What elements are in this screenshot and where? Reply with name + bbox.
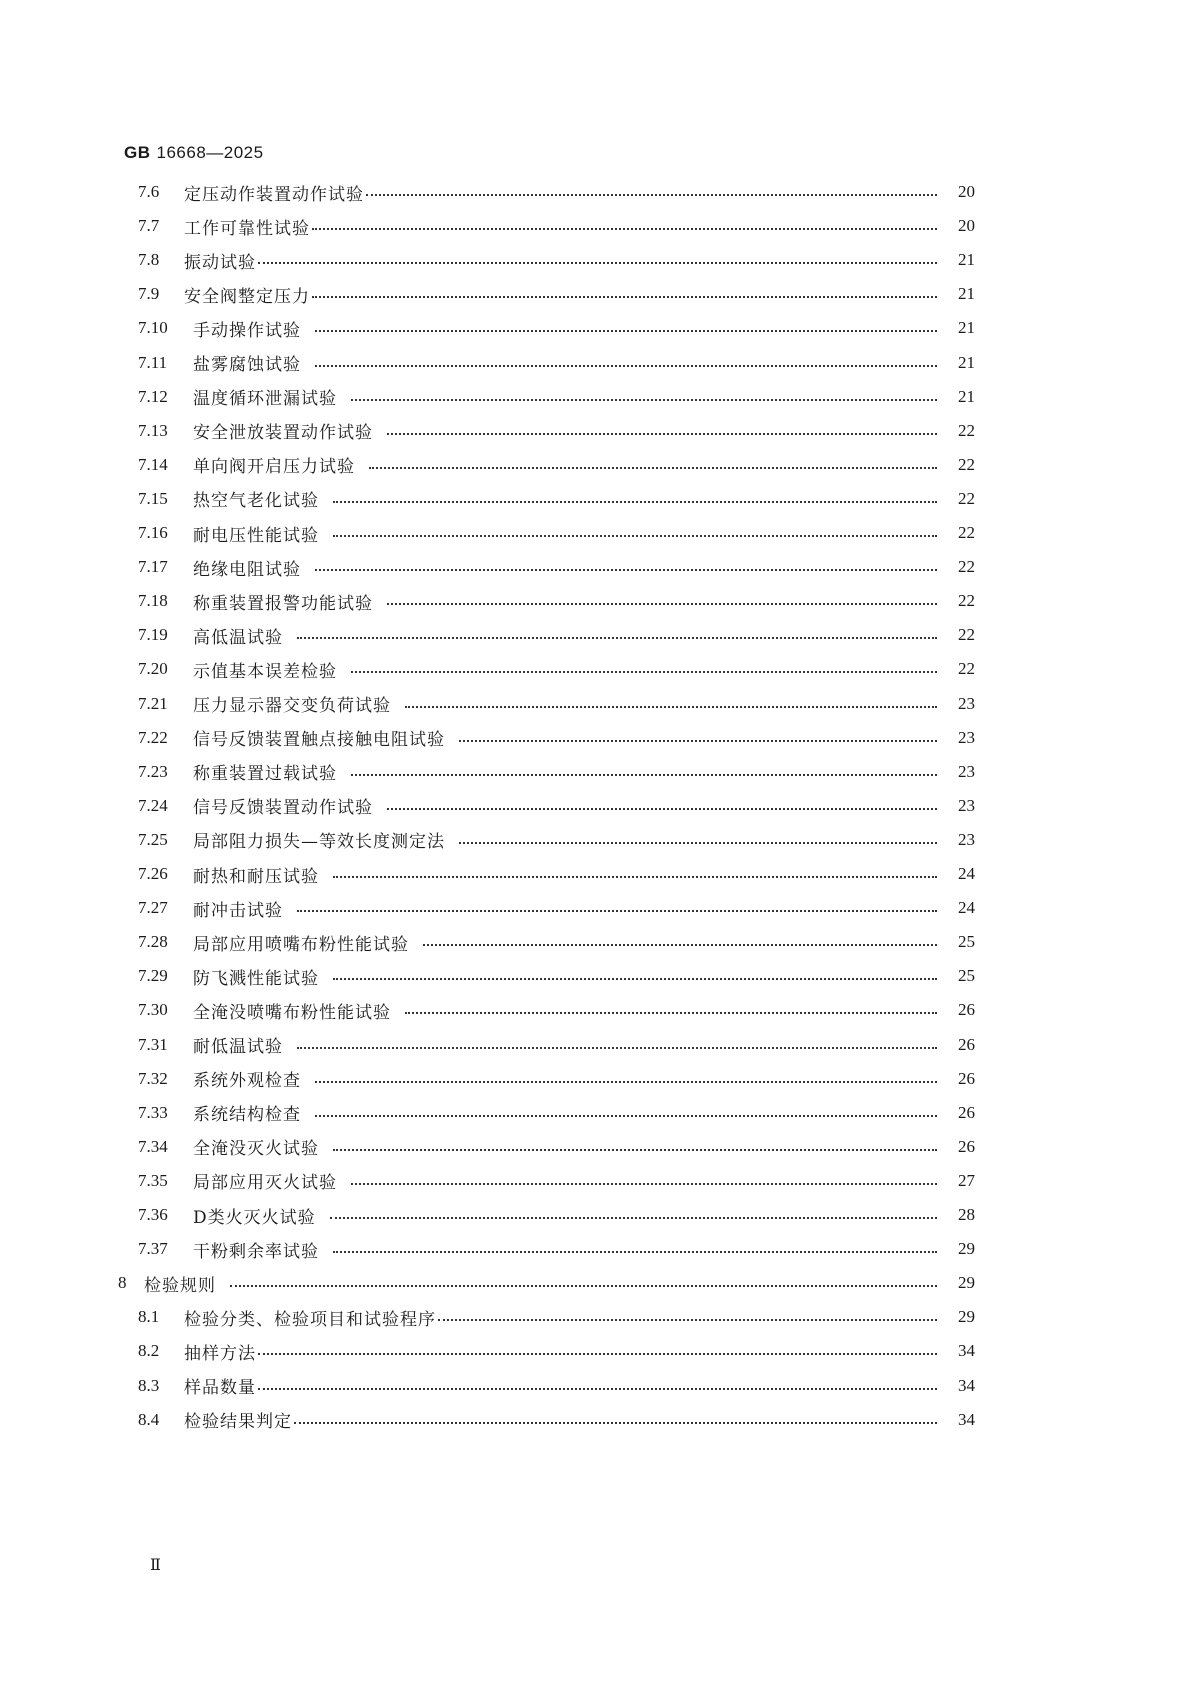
toc-entry[interactable] — [138, 179, 975, 205]
toc-entry-number: 8 — [118, 1273, 127, 1293]
toc-entry-number: 7.6 — [138, 182, 160, 201]
toc-entry-title: 抽样方法 — [184, 1343, 256, 1364]
toc-entry-title: 干粉剩余率试验 — [193, 1241, 319, 1262]
standard-prefix: GB — [124, 143, 151, 162]
toc-entry[interactable] — [138, 1304, 975, 1330]
toc-dot-leader — [351, 656, 937, 682]
toc-entry-number: 8.4 — [138, 1409, 160, 1429]
standard-number: 16668—2025 — [156, 143, 264, 162]
toc-entry-title: 防飞溅性能试验 — [193, 968, 319, 989]
toc-entry[interactable] — [138, 520, 975, 546]
toc-dot-leader — [312, 213, 937, 239]
toc-entry-page: 21 — [958, 318, 975, 338]
toc-dot-leader — [351, 384, 937, 410]
toc-entry-page: 26 — [958, 1068, 975, 1088]
toc-dot-leader — [387, 588, 937, 614]
toc-entry[interactable] — [138, 1338, 975, 1364]
toc-entry-number: 7.11 — [138, 352, 168, 372]
toc-dot-leader — [333, 1134, 937, 1160]
toc-dot-leader — [297, 622, 937, 648]
toc-entry-number: 7.10 — [138, 318, 168, 338]
toc-entry-title: 耐冲击试验 — [193, 900, 283, 921]
toc-entry-page: 20 — [958, 182, 975, 201]
toc-entry-page: 21 — [958, 284, 975, 304]
toc-entry[interactable] — [138, 213, 975, 239]
toc-entry-number: 7.23 — [138, 761, 168, 781]
toc-entry-page: 27 — [958, 1170, 975, 1190]
toc-entry-number: 8.2 — [138, 1341, 160, 1361]
toc-entry-page: 22 — [958, 625, 975, 645]
toc-entry-number: 7.18 — [138, 591, 168, 611]
toc-entry-title: 单向阀开启压力试验 — [193, 457, 355, 478]
toc-entry-title: 检验结果判定 — [184, 1412, 292, 1433]
toc-entry-page: 29 — [958, 1239, 975, 1259]
toc-entry[interactable] — [138, 656, 975, 682]
toc-entry-page: 29 — [958, 1307, 975, 1327]
toc-entry-number: 7.9 — [138, 284, 160, 304]
toc-entry-title: 安全阀整定压力 — [184, 286, 310, 307]
toc-dot-leader — [459, 725, 937, 751]
toc-entry-number: 7.36 — [138, 1205, 168, 1224]
toc-dot-leader — [333, 486, 937, 512]
toc-entry-number: 7.30 — [138, 1000, 168, 1020]
toc-entry-number: 8.1 — [138, 1307, 160, 1327]
toc-entry-number: 7.31 — [138, 1034, 168, 1054]
toc-dot-leader — [405, 691, 937, 717]
toc-entry-number: 7.25 — [138, 829, 168, 849]
toc-dot-leader — [333, 963, 937, 989]
toc-entry-page: 23 — [958, 761, 975, 781]
toc-entry-page: 20 — [958, 216, 975, 236]
toc-entry[interactable] — [138, 1373, 975, 1399]
toc-entry[interactable] — [138, 861, 975, 887]
toc-entry-title: 全淹没灭火试验 — [193, 1139, 319, 1160]
toc-dot-leader — [258, 1373, 937, 1399]
toc-entry-page: 22 — [958, 420, 975, 440]
toc-entry-title: 信号反馈装置触点接触电阻试验 — [193, 730, 445, 751]
toc-dot-leader — [294, 1407, 937, 1433]
toc-entry[interactable] — [138, 452, 975, 478]
toc-entry[interactable] — [138, 315, 975, 341]
toc-entry-title: 压力显示器交变负荷试验 — [193, 696, 391, 716]
toc-entry-page: 34 — [958, 1409, 975, 1429]
toc-dot-leader — [258, 247, 937, 273]
toc-entry[interactable] — [138, 554, 975, 580]
toc-entry-title: 系统外观检查 — [193, 1071, 301, 1092]
toc-entry-title: 称重装置报警功能试验 — [193, 593, 373, 614]
toc-dot-leader — [369, 452, 937, 478]
toc-entry-title: 耐电压性能试验 — [193, 525, 319, 546]
toc-entry[interactable] — [138, 1202, 975, 1228]
toc-dot-leader — [315, 554, 937, 580]
toc-entry-number: 7.29 — [138, 966, 168, 986]
toc-entry[interactable] — [138, 281, 975, 307]
toc-entry-title: 耐低温试验 — [193, 1037, 283, 1057]
toc-dot-leader — [230, 1270, 937, 1296]
toc-entry[interactable] — [138, 759, 975, 785]
toc-entry-number: 7.34 — [138, 1136, 168, 1156]
toc-entry-number: 7.7 — [138, 216, 160, 236]
toc-entry-number: 7.12 — [138, 386, 168, 406]
toc-entry[interactable] — [138, 1100, 975, 1126]
toc-entry-page: 34 — [958, 1341, 975, 1361]
toc-entry-page: 22 — [958, 659, 975, 679]
toc-entry-page: 21 — [958, 352, 975, 372]
toc-entry[interactable] — [138, 1168, 975, 1194]
toc-entry-number: 7.15 — [138, 488, 168, 508]
toc-entry-page: 29 — [958, 1273, 975, 1293]
toc-entry[interactable] — [138, 588, 975, 614]
toc-entry-title: 检验规则 — [144, 1275, 216, 1296]
toc-entry-page: 22 — [958, 454, 975, 474]
toc-entry-page: 26 — [958, 1136, 975, 1156]
toc-dot-leader — [297, 1032, 937, 1058]
toc-entry-page: 22 — [958, 488, 975, 508]
toc-dot-leader — [351, 1168, 937, 1194]
toc-entry-page: 25 — [958, 932, 975, 952]
toc-entry-page: 21 — [958, 250, 975, 270]
toc-entry-title: 高低温试验 — [193, 627, 283, 648]
toc-entry-page: 26 — [958, 1034, 975, 1054]
toc-dot-leader — [330, 1202, 937, 1228]
toc-entry-title: 工作可靠性试验 — [184, 218, 310, 239]
standard-header — [124, 143, 264, 163]
toc-entry[interactable] — [138, 929, 975, 955]
toc-entry-title: 绝缘电阻试验 — [193, 559, 301, 580]
toc-entry-title: 系统结构检查 — [193, 1105, 301, 1126]
toc-entry-page: 21 — [958, 386, 975, 406]
toc-entry-number: 7.8 — [138, 250, 160, 270]
toc-entry-page: 23 — [958, 693, 975, 713]
toc-dot-leader — [312, 281, 937, 307]
toc-entry-title: 振动试验 — [184, 252, 256, 273]
toc-entry-number: 7.13 — [138, 420, 168, 440]
toc-entry-number: 7.32 — [138, 1068, 168, 1088]
toc-dot-leader — [258, 1338, 937, 1364]
toc-entry[interactable] — [118, 1270, 975, 1296]
toc-entry[interactable] — [138, 725, 975, 751]
toc-dot-leader — [315, 1066, 937, 1092]
toc-dot-leader — [315, 1100, 937, 1126]
toc-entry-title: D类火灭火试验 — [193, 1207, 316, 1228]
toc-dot-leader — [459, 827, 937, 853]
toc-entry-number: 7.20 — [138, 659, 168, 679]
toc-entry-page: 34 — [958, 1375, 975, 1395]
toc-entry-page: 25 — [958, 966, 975, 986]
toc-entry[interactable] — [138, 963, 975, 989]
toc-entry-title: 局部应用灭火试验 — [193, 1173, 337, 1194]
toc-entry-page: 24 — [958, 864, 975, 883]
toc-entry[interactable] — [138, 1236, 975, 1262]
toc-entry-title: 称重装置过载试验 — [193, 764, 337, 785]
toc-entry[interactable] — [138, 997, 975, 1023]
toc-entry-number: 7.22 — [138, 727, 168, 747]
toc-entry-page: 28 — [958, 1205, 975, 1224]
toc-dot-leader — [315, 350, 937, 376]
toc-entry-title: 定压动作装置动作试验 — [184, 184, 364, 205]
toc-entry-title: 局部阻力损失—等效长度测定法 — [193, 832, 445, 853]
toc-entry-title: 全淹没喷嘴布粉性能试验 — [193, 1002, 391, 1023]
toc-dot-leader — [333, 861, 937, 887]
toc-entry[interactable] — [138, 691, 975, 717]
page-number-footer: Ⅱ — [150, 1557, 161, 1574]
toc-entry-page: 26 — [958, 1102, 975, 1122]
toc-entry[interactable] — [138, 895, 975, 921]
toc-entry-number: 7.19 — [138, 625, 168, 645]
toc-dot-leader — [333, 520, 937, 546]
toc-entry-number: 7.28 — [138, 932, 168, 952]
toc-dot-leader — [387, 418, 937, 444]
toc-entry-number: 8.3 — [138, 1375, 160, 1395]
toc-entry-page: 22 — [958, 557, 975, 577]
toc-entry[interactable] — [138, 1407, 975, 1433]
toc-entry-number: 7.21 — [138, 693, 168, 713]
toc-entry-title: 安全泄放装置动作试验 — [193, 423, 373, 444]
toc-entry-title: 温度循环泄漏试验 — [193, 389, 337, 410]
toc-entry[interactable] — [138, 1066, 975, 1092]
toc-entry-title: 示值基本误差检验 — [193, 661, 337, 682]
toc-dot-leader — [333, 1236, 937, 1262]
toc-entry-number: 7.27 — [138, 898, 168, 918]
toc-entry[interactable] — [138, 793, 975, 819]
toc-entry[interactable] — [138, 827, 975, 853]
toc-entry[interactable] — [138, 1032, 975, 1058]
toc-entry-number: 7.17 — [138, 557, 168, 577]
toc-entry[interactable] — [138, 350, 975, 376]
toc-dot-leader — [387, 793, 937, 819]
toc-entry-title: 热空气老化试验 — [193, 491, 319, 512]
toc-entry[interactable] — [138, 384, 975, 410]
toc-entry-title: 检验分类、检验项目和试验程序 — [184, 1309, 436, 1330]
toc-entry-number: 7.35 — [138, 1170, 168, 1190]
toc-entry-title: 耐热和耐压试验 — [193, 866, 319, 887]
toc-entry-title: 信号反馈装置动作试验 — [193, 798, 373, 819]
toc-dot-leader — [423, 929, 937, 955]
toc-dot-leader — [297, 895, 937, 921]
toc-dot-leader — [405, 997, 937, 1023]
toc-dot-leader — [315, 315, 937, 341]
toc-entry-page: 23 — [958, 727, 975, 747]
toc-entry-page: 23 — [958, 795, 975, 815]
toc-entry-title: 盐雾腐蚀试验 — [193, 355, 301, 375]
toc-dot-leader — [351, 759, 937, 785]
toc-entry-number: 7.16 — [138, 523, 168, 542]
toc-entry-page: 26 — [958, 1000, 975, 1020]
toc-entry-number: 7.24 — [138, 795, 168, 815]
toc-entry-page: 24 — [958, 898, 975, 918]
toc-dot-leader — [366, 179, 937, 205]
toc-entry-number: 7.26 — [138, 864, 168, 883]
toc-entry-page: 23 — [958, 829, 975, 849]
toc-entry-title: 样品数量 — [184, 1378, 256, 1398]
toc-entry[interactable] — [138, 486, 975, 512]
toc-entry[interactable] — [138, 622, 975, 648]
toc-entry[interactable] — [138, 247, 975, 273]
toc-entry-number: 7.37 — [138, 1239, 168, 1259]
toc-entry[interactable] — [138, 1134, 975, 1160]
toc-entry[interactable] — [138, 418, 975, 444]
toc-entry-number: 7.33 — [138, 1102, 168, 1122]
toc-entry-number: 7.14 — [138, 454, 168, 474]
toc-entry-page: 22 — [958, 591, 975, 611]
toc-dot-leader — [438, 1304, 937, 1330]
toc-entry-page: 22 — [958, 523, 975, 542]
toc-entry-title: 局部应用喷嘴布粉性能试验 — [193, 934, 409, 955]
toc-entry-title: 手动操作试验 — [193, 320, 301, 341]
